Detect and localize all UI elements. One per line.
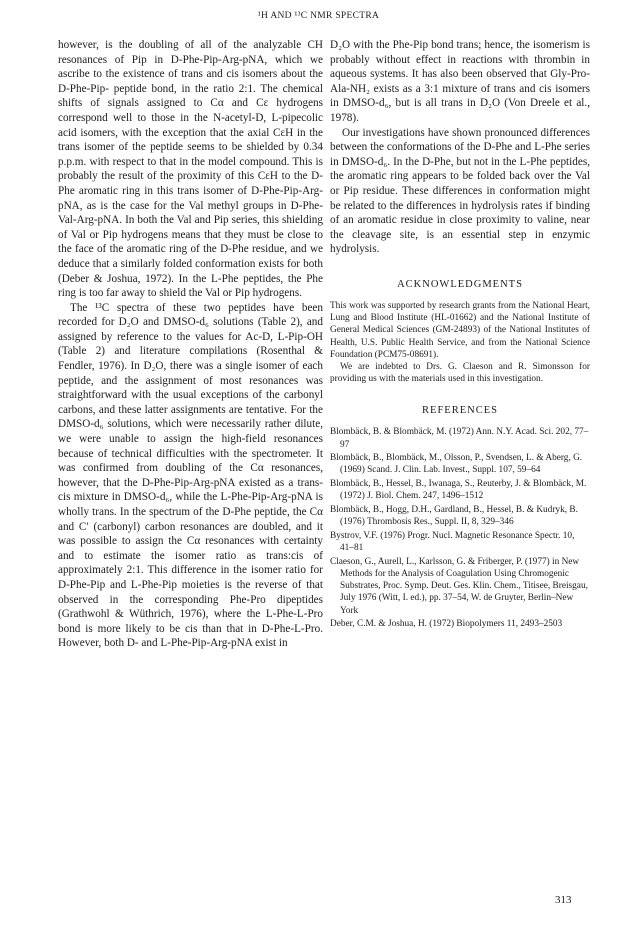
body-paragraph: however, is the doubling of all of the analyzable CH resonances of Pip in D-Phe-Pip-Arg-pNA, which we ascribe to the existence of trans and cis isomers about the D-Phe-Pip- peptide bond, in the ratio 2:1. The chemical shifts of signals assigned to Cα and Cε hydrogens correspond well to those in the N-acetyl-D, L-pipecolic acid isomers, with the exception that the axial CεH in the trans isomer of the peptide seems to be shielded by 0.34 p.p.m. with respect to that in the model compound. This is probably the result of the proximity of this CεH to the D-Phe aromatic ring in this trans isomer of D-Phe-Pip-Arg-pNA, as is the case for the Val methyl groups in D-Phe-Val-Arg-pNA. In both the Val and Pip series, this shielding of Val or Pip hydrogens means that they must be close to the face of the aromatic ring of the D-Phe residue, and we deduce that a similarly folded conformation exists for both (Deber & Joshua, 1972). In the L-Phe peptides, the Phe ring is too far away to shield the Val or Pip hydrogens. xyxy=(58,39,323,300)
body-paragraph: D₂O with the Phe-Pip bond trans; hence, the isomerism is probably without effect in reactions with thrombin in aqueous systems. It has also been observed that Gly-Pro-Ala-NH₂ exists as a 3:1 mixture of trans and cis isomers in DMSO-d₆, but is all trans in D₂O (Von Dreele et al., 1978). xyxy=(330,39,590,124)
acknowledgments-paragraph: This work was supported by research grants from the National Heart, Lung and Blood Institute (HL-01662) and the National Institute of General Medical Sciences (GM-24893) of the National Institutes of Health, U.S. Public Health Service, and from the National Science Foundation (PCM75-08691). xyxy=(330,300,590,360)
reference-item: Blombäck, B., Hessel, B., Iwanaga, S., Reuterby, J. & Blombäck, M. (1972) J. Biol. Chem. 247, 1496–1512 xyxy=(330,479,587,502)
body-paragraph: The ¹³C spectra of these two peptides have been recorded for D₂O and DMSO-d₆ solutions (Table 2), and assigned by reference to the values for Ac-D, L-Pip-OH (Table 2) and literature compilations (Rosenthal & Fendler, 1976). In D₂O, there was a single isomer of each peptide, and the assignment of most resonances was straightforward with the usual exceptions of the carbonyl carbons, and these latter assignments are tentative. For the DMSO-d₆ solutions, which were necessarily rather dilute, we were unable to assign the high-field resonances because of technical difficulties with the spectrometer. It was confirmed from doubling of the Cα resonances, however, that the D-Phe-Pip-Arg-pNA existed as a trans-cis mixture in DMSO-d₆, while the L-Phe-Pip-Arg-pNA is wholly trans. In the spectrum of the D-Phe peptide, the Cα and C′ (carbonyl) carbon resonances are doubled, and it was possible to assign the Cα resonances with certainty and to estimate the isomer ratio as trans:cis of approximately 2:1. This difference in the isomer ratio for D-Phe-Pip and L-Phe-Pip moieties is the reverse of that observed in the corresponding Phe-Pro dipeptides (Grathwohl & Wüthrich, 1976), where the L-Phe-L-Pro bond is more likely to be cis than that in D-Phe-L-Pro. However, both D- and L-Phe-Pip-Arg-pNA exist in xyxy=(58,301,323,650)
body-paragraph: Our investigations have shown pronounced differences between the conformations of the D-Phe and L-Phe series in DMSO-d₆. In the D-Phe, but not in the L-Phe peptides, the aromatic ring appears to be folded back over the Val or Pip residue. These differences in conformation might be related to the differences in hydrolysis rates if binding of an aromatic residue in close proximity to valine, near the cleavage site, is an essential step in enzymic hydrolysis. xyxy=(330,126,590,256)
acknowledgments-paragraph: We are indebted to Drs. G. Claeson and R. Simonsson for providing us with the materials used in this investigation. xyxy=(330,361,590,385)
acknowledgments-heading: ACKNOWLEDGMENTS xyxy=(397,278,523,290)
reference-item: Blombäck, B., Hogg, D.H., Gardland, B., Hessel, B. & Kudryk, B. (1976) Thrombosis Res., Suppl. II, 8, 329–346 xyxy=(330,505,578,528)
reference-item: Blombäck, B. & Blombäck, M. (1972) Ann. N.Y. Acad. Sci. 202, 77–97 xyxy=(330,427,589,450)
reference-list xyxy=(330,426,590,630)
reference-item: Blombäck, B., Blombäck, M., Olsson, P., Svendsen, L. & Aberg, G. (1969) Scand. J. Clin. Lab. Invest., Suppl. 107, 59–64 xyxy=(330,453,583,476)
reference-item: Claeson, G., Aurell, L., Karlsson, G. & Friberger, P. (1977) in New Methods for the Analysis of Coagulation Using Chromogenic Substrates, Proc. Symp. Deut. Ges. Klin. Chem., Titisee, Breisgau, July 1976 (Witt, I. ed.), pp. 37–54, W. de Gruyter, Berlin–New York xyxy=(330,556,588,616)
reference-item: Bystrov, V.F. (1976) Progr. Nucl. Magnetic Resonance Spectr. 10, 41–81 xyxy=(330,530,575,554)
left-column xyxy=(58,38,323,651)
page-number: 313 xyxy=(555,894,572,906)
running-head: ¹H AND ¹³C NMR SPECTRA xyxy=(257,11,380,21)
reference-item: Deber, C.M. & Joshua, H. (1972) Biopolymers 11, 2493–2503 xyxy=(330,619,563,630)
right-column xyxy=(330,38,590,632)
references-heading: REFERENCES xyxy=(422,405,498,417)
